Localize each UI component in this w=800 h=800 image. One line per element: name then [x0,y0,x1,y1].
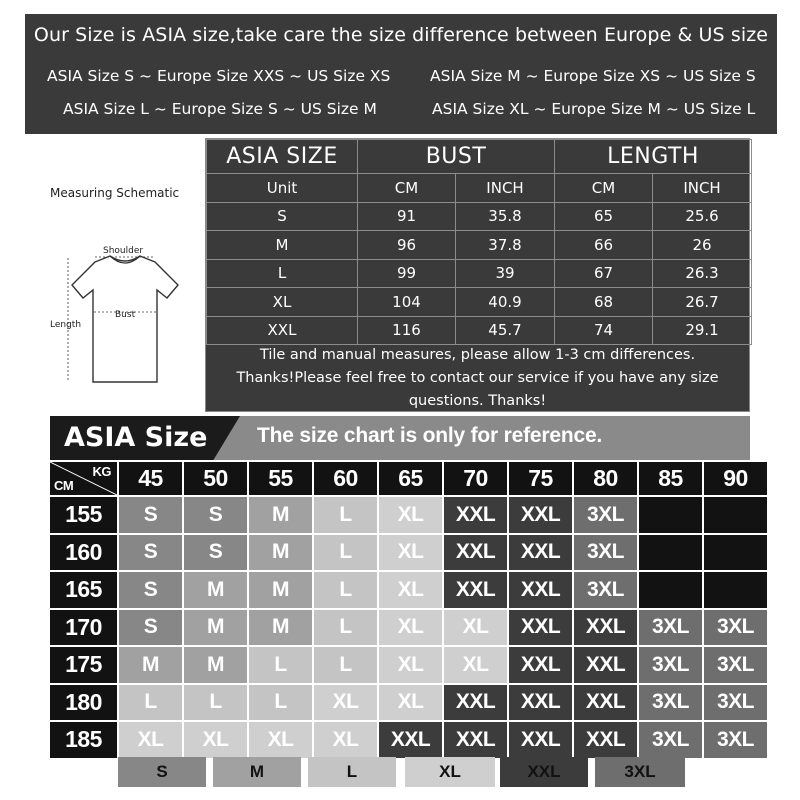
schematic-label: Measuring Schematic [50,186,180,200]
size-cell: M [249,610,312,646]
legend-swatch: XL [405,757,495,787]
size-cell: XXL [444,497,507,533]
size-cell: XL [314,685,377,721]
length-inch-cell: 26 [653,231,752,260]
size-cell: L [314,647,377,683]
size-cell: L [314,572,377,608]
weight-header: 45 [119,462,182,495]
size-cell: 3XL [639,647,702,683]
bust-inch-cell: 40.9 [456,288,555,317]
length-inch-cell: 25.6 [653,202,752,231]
schematic-shoulder-label: Shoulder [103,246,144,256]
height-header: 175 [50,647,117,683]
size-cell: XXL [444,722,507,758]
size-cell: M [184,572,247,608]
table-row [207,316,752,345]
size-cell: M [249,535,312,571]
size-cell: M [249,497,312,533]
table-row [207,259,752,288]
size-cell: XXL [509,722,572,758]
size-cell: L [314,535,377,571]
size-cell: L [314,610,377,646]
size-cell: 3XL [639,722,702,758]
size-cell: XL [184,722,247,758]
height-header: 165 [50,572,117,608]
length-inch-cell: 26.7 [653,288,752,317]
size-cell: XXL [444,685,507,721]
bust-inch-cell: 37.8 [456,231,555,260]
size-cell: 3XL [574,535,637,571]
size-cell [639,572,702,608]
size-cell: XL [314,722,377,758]
bust-cm-cell: 96 [358,231,456,260]
size-cell [639,535,702,571]
size-cell [639,497,702,533]
size-cell: L [249,685,312,721]
height-header: 170 [50,610,117,646]
bust-inch-cell: 39 [456,259,555,288]
size-cell: XL [379,610,442,646]
length-inch-cell: 26.3 [653,259,752,288]
subheader-length-inch: INCH [653,174,752,203]
size-cell: XXL [207,316,358,345]
size-cell: XL [119,722,182,758]
size-cell: L [184,685,247,721]
size-cell: XL [249,722,312,758]
size-cell: XXL [574,610,637,646]
corner-cm-label: CM [54,478,74,493]
weight-header: 60 [314,462,377,495]
size-cell: 3XL [704,610,767,646]
banner-reference-note: The size chart is only for reference. [257,424,603,447]
size-cell: S [119,497,182,533]
height-header: 180 [50,685,117,721]
size-cell: XXL [509,572,572,608]
legend-swatch: S [118,757,206,787]
size-cell: XL [379,535,442,571]
height-header: 155 [50,497,117,533]
weight-header: 65 [379,462,442,495]
header-asia-size: ASIA SIZE [207,140,358,174]
size-cell: XXL [509,535,572,571]
table-row [207,288,752,317]
size-cell: XL [379,497,442,533]
size-cell: XL [379,572,442,608]
size-cell [704,535,767,571]
size-cell: M [184,647,247,683]
size-cell: M [249,572,312,608]
size-cell: S [207,202,358,231]
size-cell: 3XL [574,572,637,608]
notice-title: Our Size is ASIA size,take care the size difference between Europe & US size [33,24,769,46]
subheader-bust-cm: CM [358,174,456,203]
size-cell: XXL [574,647,637,683]
size-cell: L [249,647,312,683]
legend-swatch: XXL [500,757,588,787]
length-cm-cell: 65 [555,202,653,231]
table-row [207,231,752,260]
schematic-length-label: Length [50,320,82,330]
size-cell: L [207,259,358,288]
header-length: LENGTH [555,140,752,174]
size-chart-banner [50,416,750,460]
size-cell: XXL [509,685,572,721]
size-cell: L [119,685,182,721]
notice-line-m: ASIA Size M ~ Europe Size XS ~ US Size S [430,67,756,85]
size-cell: S [184,497,247,533]
size-cell: XXL [509,647,572,683]
weight-header: 50 [184,462,247,495]
subheader-length-cm: CM [555,174,653,203]
size-cell: XXL [509,610,572,646]
size-cell: M [119,647,182,683]
height-header: 185 [50,722,117,758]
size-cell: XXL [509,497,572,533]
size-cell: 3XL [704,722,767,758]
bust-cm-cell: 91 [358,202,456,231]
size-cell: S [119,535,182,571]
subheader-unit: Unit [207,174,358,203]
size-cell: XL [379,685,442,721]
size-cell: XXL [379,722,442,758]
size-cell: S [119,610,182,646]
bust-inch-cell: 45.7 [456,316,555,345]
size-cell: XXL [444,572,507,608]
size-cell: S [184,535,247,571]
size-cell: XL [444,647,507,683]
banner-title: ASIA Size [64,422,208,453]
size-cell: S [119,572,182,608]
header-bust: BUST [358,140,555,174]
corner-kg-label: KG [92,464,111,479]
bust-inch-cell: 35.8 [456,202,555,231]
size-cell: M [207,231,358,260]
weight-header: 70 [444,462,507,495]
size-cell: 3XL [574,497,637,533]
size-cell: 3XL [704,647,767,683]
height-header: 160 [50,535,117,571]
table-row [207,202,752,231]
notice-line-xl: ASIA Size XL ~ Europe Size M ~ US Size L [432,100,756,118]
size-cell: XXL [574,685,637,721]
notice-line-s: ASIA Size S ~ Europe Size XXS ~ US Size XS [47,67,391,85]
length-cm-cell: 66 [555,231,653,260]
size-cell: 3XL [639,685,702,721]
size-cell: XXL [444,535,507,571]
size-notice-banner [25,14,777,134]
chart-corner-cell [50,462,117,495]
size-cell: XL [444,610,507,646]
tshirt-measure-icon [45,240,205,390]
measurement-table [205,138,750,412]
size-cell: M [184,610,247,646]
size-cell: XL [379,647,442,683]
length-cm-cell: 74 [555,316,653,345]
schematic-bust-label: Bust [115,310,136,320]
length-cm-cell: 68 [555,288,653,317]
size-cell: 3XL [639,610,702,646]
legend-swatch: M [213,757,301,787]
size-cell [704,497,767,533]
weight-header: 75 [509,462,572,495]
size-cell: XL [207,288,358,317]
length-inch-cell: 29.1 [653,316,752,345]
bust-cm-cell: 99 [358,259,456,288]
legend-swatch: L [308,757,396,787]
size-cell: XXL [574,722,637,758]
legend-swatch: 3XL [595,757,685,787]
notice-line-l: ASIA Size L ~ Europe Size S ~ US Size M [63,100,377,118]
size-cell: L [314,497,377,533]
subheader-bust-inch: INCH [456,174,555,203]
size-cell: 3XL [704,685,767,721]
weight-header: 80 [574,462,637,495]
size-cell [704,572,767,608]
bust-cm-cell: 116 [358,316,456,345]
measure-note: Tile and manual measures, please allow 1-3 cm differences. Thanks!Please feel free to contact our service if you have any size questions. Thanks! [236,347,719,409]
weight-header: 55 [249,462,312,495]
weight-header: 85 [639,462,702,495]
length-cm-cell: 67 [555,259,653,288]
bust-cm-cell: 104 [358,288,456,317]
weight-header: 90 [704,462,767,495]
